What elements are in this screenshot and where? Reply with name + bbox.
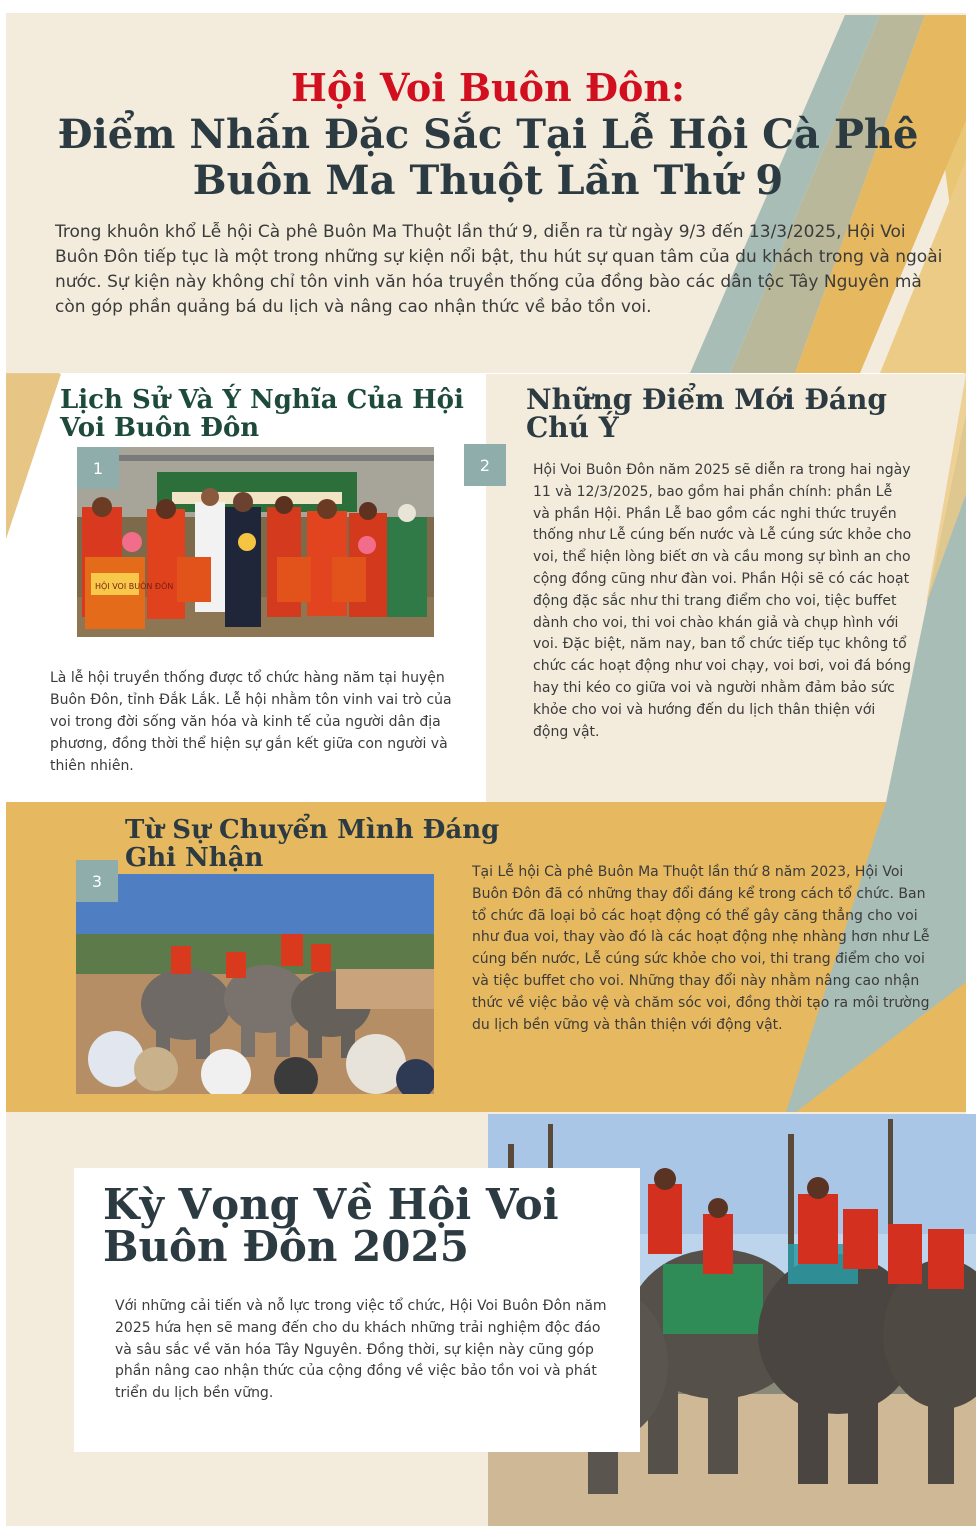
section1-photo <box>77 447 434 637</box>
section2-title: Những Điểm Mới Đáng Chú Ý <box>526 383 887 444</box>
intro-paragraph: Trong khuôn khổ Lễ hội Cà phê Buôn Ma Thuột lần thứ 9, diễn ra từ ngày 9/3 đến 13/3/2025, Hội Voi Buôn Đôn tiếp tục là một trong những sự kiện nổi bật, thu hút sự quan tâm của du khách trong và ngoài nước. Sự kiện này không chỉ tôn vinh văn hóa truyền thống của đồng bào các dân tộc Tây Nguyên mà còn góp phần quảng bá du lịch và nâng cao nhận thức về bảo tồn voi. <box>55 222 943 317</box>
section2-number-badge: 2 <box>464 444 506 486</box>
page-title-line1: Hội Voi Buôn Đôn: <box>290 65 686 110</box>
section4-paragraph: Với những cải tiến và nỗ lực trong việc tổ chức, Hội Voi Buôn Đôn năm 2025 hứa hẹn sẽ mang đến cho du khách những trải nghiệm độc đáo và sâu sắc về văn hóa Tây Nguyên. Đồng thời, sự kiện này cũng góp phần nâng cao nhận thức của cộng đồng về việc bảo tồn voi và phát triển du lịch bền vững. <box>115 1298 607 1402</box>
section2-paragraph: Hội Voi Buôn Đôn năm 2025 sẽ diễn ra trong hai ngày 11 và 12/3/2025, bao gồm hai phần chính: phần Lễ và phần Hội. Phần Lễ bao gồm các nghi thức truyền thống như Lễ cúng bến nước và Lễ cúng sức khỏe cho voi, thể hiện lòng biết ơn và cầu mong sự bình an cho cộng đồng cũng như đàn voi. Phần Hội sẽ có các hoạt động đặc sắc như thi trang điểm cho voi, tiệc buffet dành cho voi, thi voi chào khán giả và chụp hình với voi. Đặc biệt, năm nay, ban tổ chức tiếp tục không tổ chức các hoạt động như voi chạy, voi bơi, voi đá bóng hay thi kéo co giữa voi và người nhằm đảm bảo sức khỏe cho voi và hướng đến du lịch thân thiện với động vật. <box>533 462 912 740</box>
section4-title: Kỳ Vọng Về Hội Voi Buôn Đôn 2025 <box>103 1180 559 1271</box>
section3-number-badge: 3 <box>76 860 118 902</box>
banner-label: HỘI VOI BUÔN ĐÔN <box>95 582 174 591</box>
page-title-line2: Điểm Nhấn Đặc Sắc Tại Lễ Hội Cà Phê Buôn Ma Thuột Lần Thứ 9 <box>57 111 919 204</box>
section3-paragraph: Tại Lễ hội Cà phê Buôn Ma Thuột lần thứ 8 năm 2023, Hội Voi Buôn Đôn đã có những thay đổi đáng kể trong cách tổ chức. Ban tổ chức đã loại bỏ các hoạt động có thể gây căng thẳng cho voi như đua voi, thay vào đó là các hoạt động nhẹ nhàng hơn như Lễ cúng bến nước, Lễ cúng sức khỏe cho voi, thi trang điểm cho voi và tiệc buffet cho voi. Những thay đổi này nhằm nâng cao nhận thức về việc bảo vệ và chăm sóc voi, đồng thời tạo ra môi trường du lịch bền vững và thân thiện với động vật. <box>472 864 930 1033</box>
section1-title: Lịch Sử Và Ý Nghĩa Của Hội Voi Buôn Đôn <box>60 385 464 443</box>
section1-corner-stripe <box>6 374 66 544</box>
section1-paragraph: Là lễ hội truyền thống được tổ chức hàng năm tại huyện Buôn Đôn, tỉnh Đắk Lắk. Lễ hội nhằm tôn vinh vai trò của voi trong đời sống văn hóa và kinh tế của người dân địa phương, đồng thời thể hiện sự gắn kết giữa con người và thiên nhiên. <box>50 670 452 774</box>
section1-number-badge: 1 <box>77 447 119 489</box>
section3-photo <box>76 874 434 1094</box>
section3-title: Từ Sự Chuyển Mình Đáng Ghi Nhận <box>125 815 500 873</box>
